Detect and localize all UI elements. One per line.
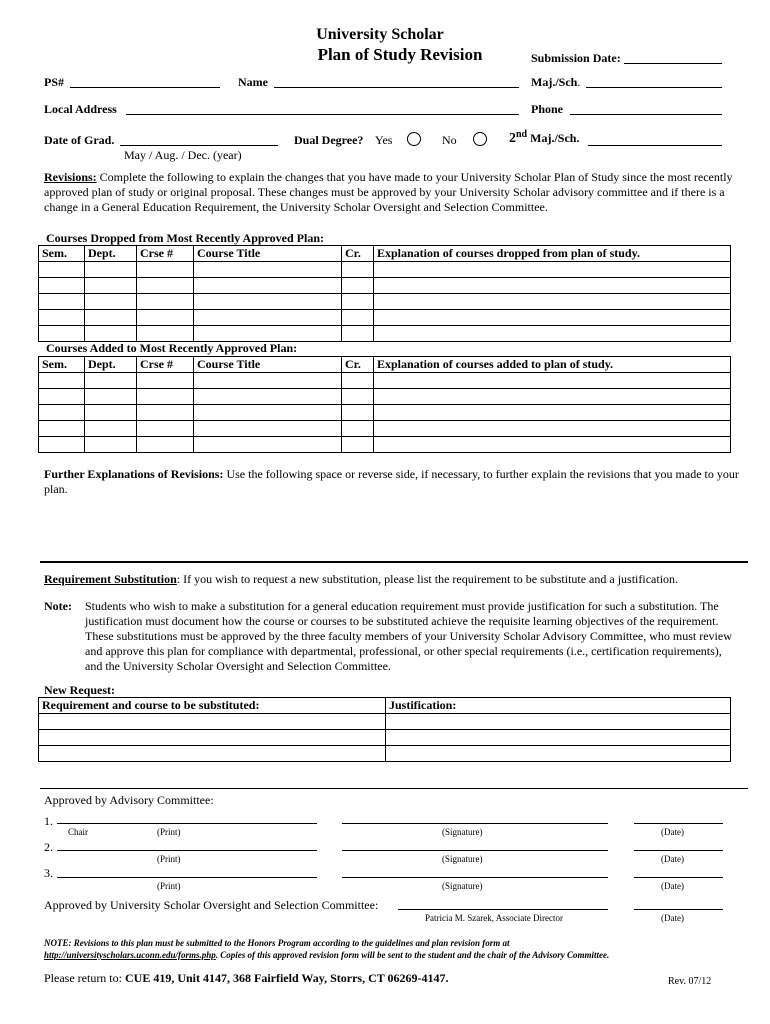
added-table-caption: Courses Added to Most Recently Approved Plan: (46, 341, 298, 355)
date-grad-label: Date of Grad. (44, 133, 115, 147)
date-label: (Date) (661, 854, 684, 864)
approver-2-number: 2. (44, 840, 53, 854)
approver-3-number: 3. (44, 866, 53, 880)
print-label: (Print) (157, 854, 181, 864)
table-row[interactable] (39, 405, 731, 421)
table-row[interactable] (39, 746, 731, 762)
table-row[interactable] (39, 389, 731, 405)
further-text: Use the following space or reverse side, if necessary, to further explain the revisions that you made to your plan. (44, 467, 739, 496)
yes-label: Yes (375, 133, 393, 147)
signature-label: (Signature) (442, 854, 483, 864)
revisions-paragraph (44, 170, 734, 215)
substitution-label: Requirement Substitution (44, 572, 177, 586)
approver-2-print-field[interactable] (57, 850, 317, 851)
header-crse: Crse # (137, 246, 194, 262)
major-dot: . (577, 75, 581, 89)
table-row[interactable] (39, 326, 731, 342)
approver-1-date-field[interactable] (634, 823, 723, 824)
date-grad-hint: May / Aug. / Dec. (year) (124, 148, 242, 162)
substitution-text: : If you wish to request a new substitution, please list the requirement to be substitute and a justification. (176, 572, 679, 586)
advisory-approval-label: Approved by Advisory Committee: (44, 793, 214, 807)
form-title-line1: University Scholar (316, 26, 444, 43)
approver-2-signature-field[interactable] (342, 850, 608, 851)
footer-note-text2: . Copies of this approved revision form will be sent to the student and the chair of the Advisory Committee. (215, 950, 610, 960)
date-label: (Date) (661, 827, 684, 837)
new-request-label: New Request: (44, 683, 115, 697)
return-label: Please return to: (44, 971, 125, 985)
second-major-label: Maj./Sch. (527, 131, 580, 145)
approver-2-date-field[interactable] (634, 850, 723, 851)
oversight-date-field[interactable] (634, 909, 723, 910)
substitution-paragraph (44, 572, 754, 587)
signature-label: (Signature) (442, 881, 483, 891)
header-requirement: Requirement and course to be substituted: (39, 698, 386, 714)
table-row[interactable] (39, 421, 731, 437)
submission-date-field[interactable] (624, 63, 722, 64)
print-label: (Print) (157, 827, 181, 837)
local-address-field[interactable] (126, 114, 519, 115)
phone-label: Phone (531, 102, 564, 116)
table-row[interactable] (39, 437, 731, 453)
header-explanation: Explanation of courses added to plan of study. (374, 357, 731, 373)
second-major-label-wrap (509, 129, 579, 147)
table-row[interactable] (39, 714, 731, 730)
date-label: (Date) (661, 881, 684, 891)
section-divider (40, 561, 748, 563)
footer-note (44, 937, 744, 961)
approver-3-signature-field[interactable] (342, 877, 608, 878)
table-row[interactable] (39, 278, 731, 294)
approver-1-signature-field[interactable] (342, 823, 608, 824)
header-course-title: Course Title (194, 246, 342, 262)
table-row[interactable] (39, 262, 731, 278)
header-course-title: Course Title (194, 357, 342, 373)
note-label: Note: (44, 599, 72, 613)
approver-3-date-field[interactable] (634, 877, 723, 878)
dual-degree-no-radio[interactable] (473, 132, 487, 146)
major-label-wrap (531, 75, 580, 90)
table-row[interactable] (39, 373, 731, 389)
name-field[interactable] (274, 87, 519, 88)
revision-code: Rev. 07/12 (668, 976, 712, 987)
return-address-line (44, 971, 449, 986)
no-label: No (442, 133, 457, 147)
form-title-line2: Plan of Study Revision (317, 45, 483, 64)
local-address-label: Local Address (44, 102, 117, 116)
oversight-signature-field[interactable] (398, 909, 608, 910)
added-header-row (39, 357, 731, 373)
header-sem: Sem. (39, 357, 85, 373)
name-label: Name (238, 75, 268, 89)
director-label: Patricia M. Szarek, Associate Director (425, 913, 563, 923)
print-label: (Print) (157, 881, 181, 891)
revisions-label: Revisions: (44, 170, 97, 184)
forms-link[interactable]: http://universityscholars.uconn.edu/forms.php (44, 950, 216, 960)
table-row[interactable] (39, 310, 731, 326)
header-sem: Sem. (39, 246, 85, 262)
oversight-approval-label: Approved by University Scholar Oversight and Selection Committee: (44, 898, 379, 912)
return-address: CUE 419, Unit 4147, 368 Fairfield Way, Storrs, CT 06269-4147. (124, 971, 449, 985)
further-label: Further Explanations of Revisions: (44, 467, 224, 481)
substitution-table (38, 697, 731, 762)
table-row[interactable] (39, 294, 731, 310)
second-major-sup: nd (516, 129, 528, 140)
dropped-courses-table (38, 245, 731, 342)
dual-degree-yes-radio[interactable] (407, 132, 421, 146)
dual-degree-label: Dual Degree? (294, 133, 364, 147)
further-explanations-paragraph (44, 467, 744, 497)
submission-date-label: Submission Date: (531, 51, 621, 65)
chair-label: Chair (68, 827, 88, 837)
header-dept: Dept. (85, 357, 137, 373)
table-row[interactable] (39, 730, 731, 746)
dropped-header-row (39, 246, 731, 262)
header-explanation: Explanation of courses dropped from plan of study. (374, 246, 731, 262)
added-courses-table (38, 356, 731, 453)
major-label: Maj./Sch (531, 75, 578, 89)
note-text: Students who wish to make a substitution for a general education requirement must provide justification for such a substitution. The justification must document how the course or courses to be substituted achieve the requisite learning objectives of the requirement. These substitutions must be approved by the three faculty members of your University Scholar Advisory Committee, who must review and approve this plan for compliance with departmental, professional, or other special requirements (i.e., certification requirements), and the University Scholar Oversight and Selection Committee. (85, 599, 732, 673)
header-cr: Cr. (342, 246, 374, 262)
header-cr: Cr. (342, 357, 374, 373)
approver-1-number: 1. (44, 814, 53, 828)
signature-label: (Signature) (442, 827, 483, 837)
further-explanations-area[interactable] (44, 500, 744, 555)
approver-3-print-field[interactable] (57, 877, 317, 878)
ps-label: PS# (44, 75, 65, 89)
header-justification: Justification: (386, 698, 731, 714)
dropped-table-caption: Courses Dropped from Most Recently Approved Plan: (46, 231, 324, 245)
ps-field[interactable] (70, 87, 220, 88)
approval-divider (40, 788, 748, 789)
revisions-text: Complete the following to explain the changes that you have made to your University Scholar Plan of Study since the most recently approved plan of study or original proposal. These changes must be approved by your University Scholar advisory committee and if there is a change in a General Education Requirement, the University Scholar Oversight and Selection Committee. (44, 170, 733, 214)
second-major-field[interactable] (588, 145, 722, 146)
major-field[interactable] (586, 87, 722, 88)
approver-1-print-field[interactable] (57, 823, 317, 824)
second-major-prefix: 2 (509, 131, 516, 146)
date-grad-field[interactable] (120, 145, 278, 146)
substitution-header-row (39, 698, 731, 714)
header-dept: Dept. (85, 246, 137, 262)
header-crse: Crse # (137, 357, 194, 373)
phone-field[interactable] (570, 114, 722, 115)
footer-note-text: NOTE: Revisions to this plan must be submitted to the Honors Program according to the guidelines and plan revision form at (44, 938, 510, 948)
date-label: (Date) (661, 913, 684, 923)
